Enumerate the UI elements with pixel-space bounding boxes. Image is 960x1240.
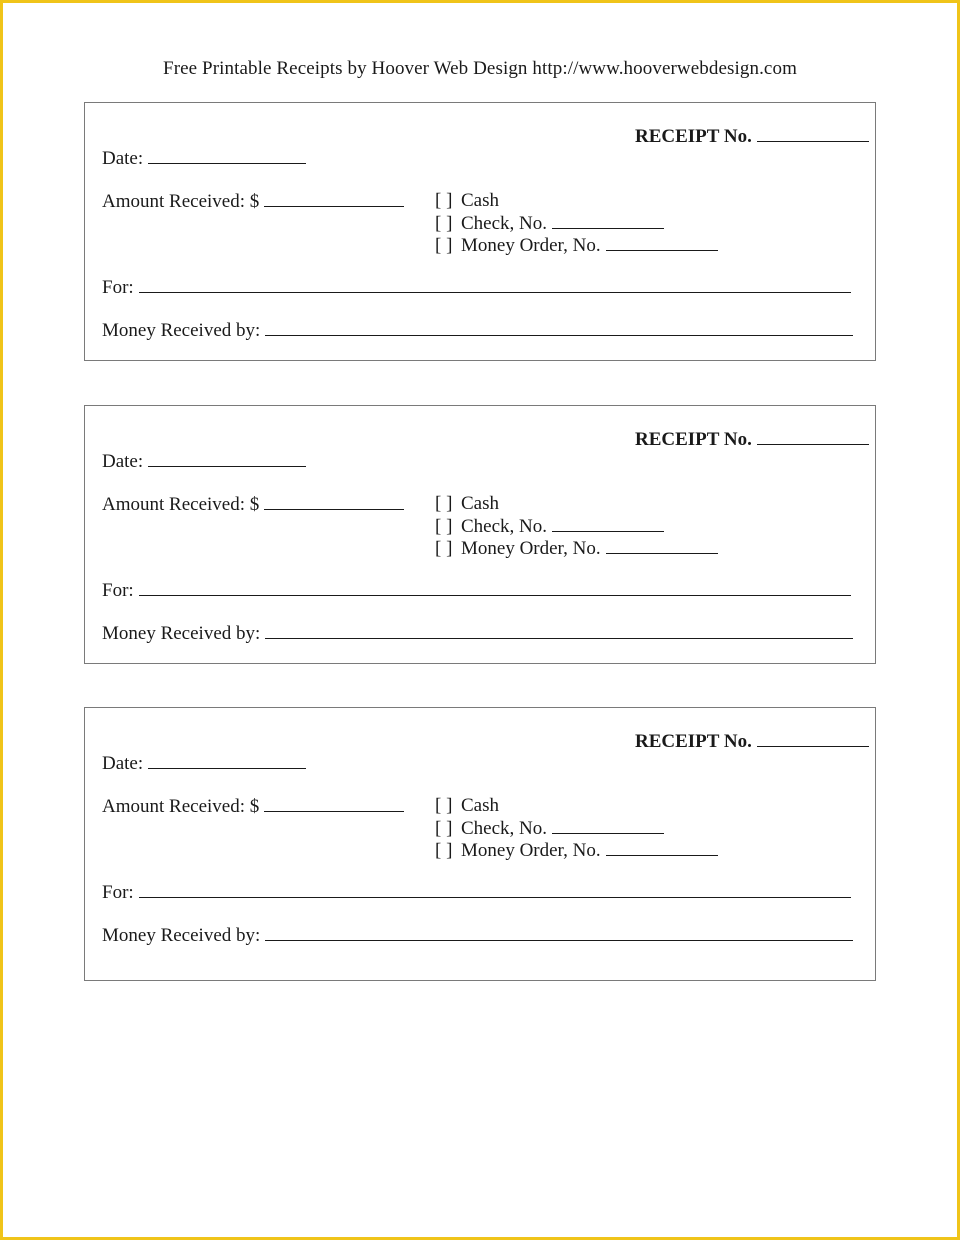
receipt-card (84, 405, 876, 664)
for-field[interactable] (139, 276, 851, 293)
amount-field[interactable] (264, 795, 404, 812)
date-row: Date: (102, 450, 306, 473)
checkbox-cash[interactable]: [ ] (435, 190, 453, 211)
date-row: Date: (102, 147, 306, 170)
page-title: Free Printable Receipts by Hoover Web Design http://www.hooverwebdesign.com (163, 58, 797, 79)
money-order-number-field[interactable] (606, 234, 718, 251)
amount-row: Amount Received: $ (102, 190, 404, 213)
for-row: For: (102, 276, 851, 299)
payment-option-cash[interactable]: [ ] Cash (435, 190, 499, 211)
received-by-field[interactable] (265, 622, 853, 639)
receipt-number-label: RECEIPT No. (635, 125, 869, 148)
check-number-field[interactable] (552, 817, 664, 834)
checkbox-check[interactable]: [ ] (435, 516, 453, 537)
receipt-number-field[interactable] (757, 125, 869, 142)
amount-row: Amount Received: $ (102, 795, 404, 818)
payment-option-check[interactable]: [ ] Check, No. (435, 817, 664, 840)
checkbox-cash[interactable]: [ ] (435, 795, 453, 816)
amount-row: Amount Received: $ (102, 493, 404, 516)
payment-option-check[interactable]: [ ] Check, No. (435, 515, 664, 538)
checkbox-check[interactable]: [ ] (435, 213, 453, 234)
received-by-row: Money Received by: (102, 924, 853, 947)
receipt-card (84, 707, 876, 981)
money-order-number-field[interactable] (606, 537, 718, 554)
checkbox-money-order[interactable]: [ ] (435, 235, 453, 256)
date-row: Date: (102, 752, 306, 775)
receipt-number-field[interactable] (757, 428, 869, 445)
checkbox-money-order[interactable]: [ ] (435, 840, 453, 861)
date-field[interactable] (148, 147, 306, 164)
amount-field[interactable] (264, 493, 404, 510)
payment-option-money-order[interactable]: [ ] Money Order, No. (435, 234, 718, 257)
date-field[interactable] (148, 450, 306, 467)
amount-field[interactable] (264, 190, 404, 207)
receipt-card (84, 102, 876, 361)
receipt-number-field[interactable] (757, 730, 869, 747)
payment-option-cash[interactable]: [ ] Cash (435, 493, 499, 514)
for-row: For: (102, 579, 851, 602)
for-field[interactable] (139, 579, 851, 596)
payment-option-money-order[interactable]: [ ] Money Order, No. (435, 537, 718, 560)
received-by-field[interactable] (265, 319, 853, 336)
checkbox-cash[interactable]: [ ] (435, 493, 453, 514)
payment-option-check[interactable]: [ ] Check, No. (435, 212, 664, 235)
check-number-field[interactable] (552, 515, 664, 532)
receipt-number-label: RECEIPT No. (635, 730, 869, 753)
payment-option-cash[interactable]: [ ] Cash (435, 795, 499, 816)
received-by-row: Money Received by: (102, 622, 853, 645)
received-by-row: Money Received by: (102, 319, 853, 342)
check-number-field[interactable] (552, 212, 664, 229)
date-field[interactable] (148, 752, 306, 769)
money-order-number-field[interactable] (606, 839, 718, 856)
for-field[interactable] (139, 881, 851, 898)
received-by-field[interactable] (265, 924, 853, 941)
checkbox-check[interactable]: [ ] (435, 818, 453, 839)
for-row: For: (102, 881, 851, 904)
payment-option-money-order[interactable]: [ ] Money Order, No. (435, 839, 718, 862)
receipt-number-label: RECEIPT No. (635, 428, 869, 451)
checkbox-money-order[interactable]: [ ] (435, 538, 453, 559)
